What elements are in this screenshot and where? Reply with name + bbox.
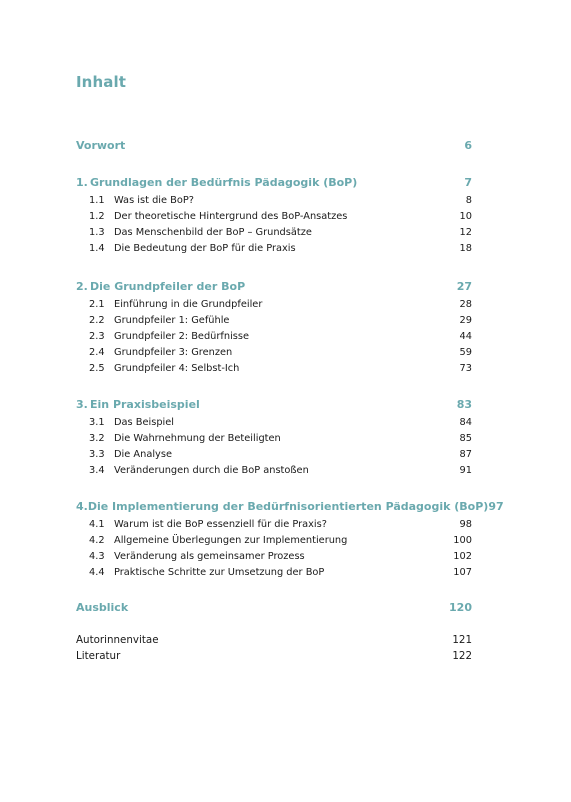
toc-entry-ausblick[interactable]: [76, 601, 472, 614]
toc-chapter-number: 1.: [76, 176, 88, 189]
toc-section-2-4[interactable]: [76, 347, 472, 358]
toc-entry-page: 120: [449, 601, 472, 614]
toc-chapter-title: Grundlagen der Bedürfnis Pädagogik (BoP): [90, 176, 358, 189]
toc-section-4-2[interactable]: [76, 535, 472, 546]
toc-section-title: Grundpfeiler 4: Selbst-Ich: [114, 363, 240, 374]
toc-section-page: 85: [459, 433, 472, 444]
toc-chapter-page: 7: [464, 176, 472, 189]
toc-entry-vorwort[interactable]: [76, 139, 472, 152]
toc-section-1-1[interactable]: [76, 195, 472, 206]
toc-section-title: Warum ist die BoP essenziell für die Praxis?: [114, 519, 327, 530]
toc-section-number: 1.4: [89, 243, 105, 254]
toc-section-number: 4.2: [89, 535, 105, 546]
toc-section-page: 98: [459, 519, 472, 530]
toc-section-3-4[interactable]: [76, 465, 472, 476]
toc-chapter-3[interactable]: [76, 398, 472, 411]
toc-section-page: 18: [459, 243, 472, 254]
toc-section-title: Grundpfeiler 3: Grenzen: [114, 347, 233, 358]
toc-section-page: 100: [453, 535, 472, 546]
toc-chapter-title: Die Implementierung der Bedürfnisorientierten Pädagogik (BoP): [87, 500, 489, 513]
toc-section-number: 3.2: [89, 433, 105, 444]
toc-section-title: Die Bedeutung der BoP für die Praxis: [114, 243, 296, 254]
toc-section-title: Grundpfeiler 2: Bedürfnisse: [114, 331, 250, 342]
toc-section-1-3[interactable]: [76, 227, 472, 238]
toc-section-title: Die Wahrnehmung der Beteiligten: [114, 433, 281, 444]
toc-section-page: 12: [459, 227, 472, 238]
toc-section-number: 2.1: [89, 299, 105, 310]
toc-section-number: 2.2: [89, 315, 105, 326]
toc-entry-page: 6: [464, 139, 472, 152]
toc-chapter-page: 83: [456, 398, 472, 411]
toc-chapter-4[interactable]: [76, 500, 504, 513]
toc-entry-title: Ausblick: [76, 601, 129, 614]
toc-section-page: 28: [459, 299, 472, 310]
toc-section-page: 102: [453, 551, 472, 562]
toc-section-page: 91: [459, 465, 472, 476]
toc-section-title: Das Beispiel: [114, 417, 175, 428]
toc-section-number: 1.2: [89, 211, 105, 222]
toc-section-1-2[interactable]: [76, 211, 472, 222]
toc-entry-title: Literatur: [76, 650, 121, 662]
toc-chapter-number: 3.: [76, 398, 88, 411]
toc-section-title: Das Menschenbild der BoP – Grundsätze: [114, 227, 312, 238]
toc-entry-title: Vorwort: [76, 139, 126, 152]
toc-section-page: 107: [453, 567, 472, 578]
toc-section-number: 1.3: [89, 227, 105, 238]
toc-section-4-1[interactable]: [76, 519, 472, 530]
toc-section-title: Grundpfeiler 1: Gefühle: [114, 315, 230, 326]
page-title: Inhalt: [76, 73, 126, 91]
toc-section-title: Allgemeine Überlegungen zur Implementierung: [114, 535, 348, 546]
toc-chapter-number: 4.: [76, 500, 88, 513]
toc-section-page: 10: [459, 211, 472, 222]
toc-section-number: 2.5: [89, 363, 105, 374]
toc-section-number: 3.4: [89, 465, 105, 476]
toc-section-2-2[interactable]: [76, 315, 472, 326]
toc-section-page: 87: [459, 449, 472, 460]
toc-section-number: 2.4: [89, 347, 105, 358]
toc-section-page: 73: [459, 363, 472, 374]
toc-section-title: Veränderungen durch die BoP anstoßen: [114, 465, 309, 476]
toc-section-page: 84: [459, 417, 472, 428]
toc-chapter-page: 27: [456, 280, 472, 293]
toc-section-title: Was ist die BoP?: [114, 195, 194, 206]
toc-chapter-title: Ein Praxisbeispiel: [90, 398, 200, 411]
toc-section-2-5[interactable]: [76, 363, 472, 374]
toc-section-3-1[interactable]: [76, 417, 472, 428]
toc-section-page: 8: [465, 195, 472, 206]
toc-section-title: Einführung in die Grundpfeiler: [114, 299, 263, 310]
toc-chapter-page: 97: [488, 500, 504, 513]
toc-section-2-1[interactable]: [76, 299, 472, 310]
toc-section-number: 2.3: [89, 331, 105, 342]
toc-entry-title: Autorinnenvitae: [76, 634, 159, 646]
toc-section-3-2[interactable]: [76, 433, 472, 444]
toc-section-title: Praktische Schritte zur Umsetzung der BoP: [114, 567, 325, 578]
toc-section-page: 59: [459, 347, 472, 358]
toc-section-page: 29: [459, 315, 472, 326]
toc-entry-page: 122: [452, 650, 472, 662]
toc-chapter-1[interactable]: [76, 176, 472, 189]
toc-entry-literatur[interactable]: [76, 650, 472, 662]
toc-section-number: 4.3: [89, 551, 105, 562]
toc-section-number: 1.1: [89, 195, 105, 206]
toc-section-title: Die Analyse: [114, 449, 172, 460]
toc-entry-page: 121: [452, 634, 472, 646]
toc-section-3-3[interactable]: [76, 449, 472, 460]
toc-section-2-3[interactable]: [76, 331, 472, 342]
toc-chapter-title: Die Grundpfeiler der BoP: [90, 280, 246, 293]
toc-section-number: 3.3: [89, 449, 105, 460]
toc-section-title: Veränderung als gemeinsamer Prozess: [114, 551, 305, 562]
toc-section-4-4[interactable]: [76, 567, 472, 578]
toc-section-page: 44: [459, 331, 472, 342]
toc-entry-autorinnenvitae[interactable]: [76, 634, 472, 646]
toc-section-title: Der theoretische Hintergrund des BoP-Ansatzes: [114, 211, 348, 222]
toc-section-4-3[interactable]: [76, 551, 472, 562]
toc-section-1-4[interactable]: [76, 243, 472, 254]
toc-section-number: 4.1: [89, 519, 105, 530]
toc-chapter-number: 2.: [76, 280, 88, 293]
toc-chapter-2[interactable]: [76, 280, 472, 293]
toc-section-number: 3.1: [89, 417, 105, 428]
toc-section-number: 4.4: [89, 567, 105, 578]
